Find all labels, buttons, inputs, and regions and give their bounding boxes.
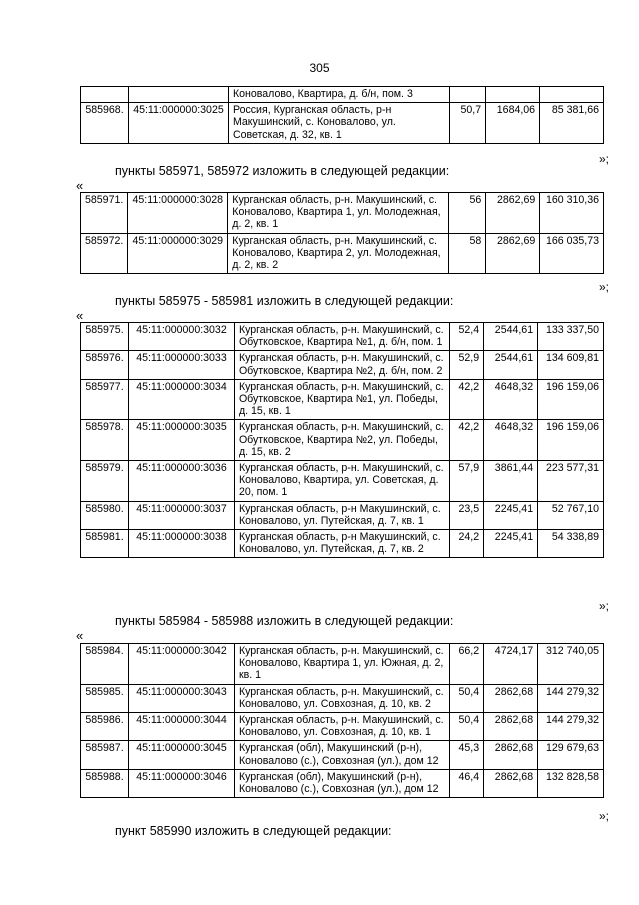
area-cell: 50,4 bbox=[450, 684, 484, 712]
row-number-cell: 585968. bbox=[81, 103, 129, 144]
instruction-text: пункт 585990 изложить в следующей редакции: bbox=[115, 824, 392, 838]
cadastral-value-cell: 144 279,32 bbox=[538, 713, 604, 741]
table-row bbox=[81, 741, 604, 769]
opening-quote: « bbox=[76, 178, 84, 193]
row-number-cell: 585975. bbox=[81, 323, 129, 351]
row-number-cell bbox=[81, 87, 129, 103]
cadastral-value-cell: 134 609,81 bbox=[538, 351, 604, 379]
area-cell: 24,2 bbox=[450, 530, 484, 558]
closing-quote: »; bbox=[599, 809, 610, 823]
row-number-cell: 585985. bbox=[81, 684, 129, 712]
cadastral-value-cell: 54 338,89 bbox=[538, 530, 604, 558]
area-cell bbox=[450, 87, 486, 103]
cadastral-number-cell: 45:11:000000:3045 bbox=[128, 741, 234, 769]
row-number-cell: 585980. bbox=[81, 501, 129, 529]
rate-cell: 4648,32 bbox=[484, 379, 538, 420]
area-cell: 42,2 bbox=[450, 379, 484, 420]
table-row bbox=[81, 644, 604, 685]
area-cell: 50,4 bbox=[450, 713, 484, 741]
area-cell: 52,9 bbox=[450, 351, 484, 379]
cadastral-value-cell: 196 159,06 bbox=[538, 379, 604, 420]
row-number-cell: 585981. bbox=[81, 530, 129, 558]
rate-cell: 4648,32 bbox=[484, 420, 538, 461]
rate-cell: 2862,68 bbox=[484, 741, 538, 769]
area-cell: 42,2 bbox=[450, 420, 484, 461]
table-row bbox=[81, 351, 604, 379]
cadastral-number-cell: 45:11:000000:3046 bbox=[128, 769, 234, 797]
cadastral-value-cell: 144 279,32 bbox=[538, 684, 604, 712]
row-number-cell: 585979. bbox=[81, 461, 129, 502]
address-cell: Курганская область, р-н. Макушинский, с. Обутковское, Квартира №2, ул. Победы, д. 15, кв. 2 bbox=[234, 420, 449, 461]
cadastral-value-cell: 160 310,36 bbox=[540, 193, 604, 234]
area-cell: 58 bbox=[448, 233, 486, 274]
cadastral-value-cell: 132 828,58 bbox=[538, 769, 604, 797]
rate-cell: 2245,41 bbox=[484, 501, 538, 529]
cadastral-number-cell: 45:11:000000:3035 bbox=[128, 420, 234, 461]
address-cell: Курганская область, р-н. Макушинский, с. Обутковское, Квартира №1, ул. Победы, д. 15, кв. 1 bbox=[234, 379, 449, 420]
address-cell: Курганская область, р-н. Макушинский, с. Коновалово, Квартира 1, ул. Южная, д. 2, кв. 1 bbox=[234, 644, 449, 685]
row-number-cell: 585978. bbox=[81, 420, 129, 461]
instruction-text: пункты 585971, 585972 изложить в следующей редакции: bbox=[115, 164, 450, 178]
cadastral-number-cell: 45:11:000000:3032 bbox=[128, 323, 234, 351]
row-number-cell: 585972. bbox=[81, 233, 128, 274]
row-number-cell: 585977. bbox=[81, 379, 129, 420]
area-cell: 57,9 bbox=[450, 461, 484, 502]
cadastral-value-cell: 166 035,73 bbox=[540, 233, 604, 274]
cadastral-value-cell: 129 679,63 bbox=[538, 741, 604, 769]
table-row bbox=[81, 233, 604, 274]
address-cell: Курганская область, р-н. Макушинский, с. Обутковское, Квартира №2, д. б/н, пом. 2 bbox=[234, 351, 449, 379]
area-cell: 46,4 bbox=[450, 769, 484, 797]
address-cell: Курганская (обл), Макушинский (р-н), Коновалово (с.), Совхозная (ул.), дом 12 bbox=[234, 741, 449, 769]
rate-cell bbox=[486, 87, 540, 103]
row-number-cell: 585984. bbox=[81, 644, 129, 685]
table-row bbox=[81, 713, 604, 741]
rate-cell: 2862,69 bbox=[486, 193, 540, 234]
cadastral-number-cell: 45:11:000000:3025 bbox=[128, 103, 228, 144]
rate-cell: 2862,68 bbox=[484, 769, 538, 797]
cadastral-value-cell: 312 740,05 bbox=[538, 644, 604, 685]
cadastral-number-cell: 45:11:000000:3029 bbox=[128, 233, 228, 274]
rate-cell: 2862,69 bbox=[486, 233, 540, 274]
cadastral-value-cell bbox=[540, 87, 604, 103]
address-cell: Россия, Курганская область, р-н Макушинский, с. Коновалово, ул. Советская, д. 32, кв. 1 bbox=[228, 103, 449, 144]
property-table-4 bbox=[80, 643, 604, 798]
area-cell: 50,7 bbox=[450, 103, 486, 144]
instruction-text: пункты 585975 - 585981 изложить в следующей редакции: bbox=[115, 294, 454, 308]
cadastral-number-cell: 45:11:000000:3028 bbox=[128, 193, 228, 234]
closing-quote: »; bbox=[599, 599, 610, 613]
cadastral-number-cell: 45:11:000000:3037 bbox=[128, 501, 234, 529]
rate-cell: 2544,61 bbox=[484, 323, 538, 351]
cadastral-number-cell: 45:11:000000:3043 bbox=[128, 684, 234, 712]
cadastral-number-cell: 45:11:000000:3044 bbox=[128, 713, 234, 741]
cadastral-number-cell: 45:11:000000:3042 bbox=[128, 644, 234, 685]
table-row bbox=[81, 501, 604, 529]
area-cell: 45,3 bbox=[450, 741, 484, 769]
area-cell: 23,5 bbox=[450, 501, 484, 529]
address-cell: Курганская область, р-н. Макушинский, с. Коновалово, Квартира 2, ул. Молодежная, д. 2, кв. 2 bbox=[228, 233, 448, 274]
row-number-cell: 585988. bbox=[81, 769, 129, 797]
rate-cell: 2862,68 bbox=[484, 713, 538, 741]
cadastral-value-cell: 85 381,66 bbox=[540, 103, 604, 144]
area-cell: 52,4 bbox=[450, 323, 484, 351]
cadastral-number-cell: 45:11:000000:3036 bbox=[128, 461, 234, 502]
cadastral-number-cell: 45:11:000000:3034 bbox=[128, 379, 234, 420]
table-row bbox=[81, 461, 604, 502]
table-row bbox=[81, 420, 604, 461]
address-cell: Курганская область, р-н Макушинский, с. Коновалово, ул. Путейская, д. 7, кв. 2 bbox=[234, 530, 449, 558]
address-cell: Курганская область, р-н. Макушинский, с. Коновалово, Квартира, ул. Советская, д. 20, пом. 1 bbox=[234, 461, 449, 502]
address-cell: Курганская область, р-н. Макушинский, с. Коновалово, ул. Совхозная, д. 10, кв. 1 bbox=[234, 713, 449, 741]
table-row bbox=[81, 323, 604, 351]
row-number-cell: 585971. bbox=[81, 193, 128, 234]
row-number-cell: 585987. bbox=[81, 741, 129, 769]
table-row bbox=[81, 193, 604, 234]
row-number-cell: 585986. bbox=[81, 713, 129, 741]
cadastral-number-cell: 45:11:000000:3038 bbox=[128, 530, 234, 558]
rate-cell: 4724,17 bbox=[484, 644, 538, 685]
cadastral-value-cell: 52 767,10 bbox=[538, 501, 604, 529]
rate-cell: 3861,44 bbox=[484, 461, 538, 502]
address-cell: Курганская область, р-н. Макушинский, с. Обутковское, Квартира №1, д. б/н, пом. 1 bbox=[234, 323, 449, 351]
property-table-2 bbox=[80, 192, 604, 274]
closing-quote: »; bbox=[599, 152, 610, 166]
property-table-3 bbox=[80, 322, 604, 558]
opening-quote: « bbox=[76, 308, 84, 323]
cadastral-number-cell bbox=[128, 87, 228, 103]
cadastral-value-cell: 133 337,50 bbox=[538, 323, 604, 351]
table-row bbox=[81, 87, 604, 103]
rate-cell: 2862,68 bbox=[484, 684, 538, 712]
table-row bbox=[81, 769, 604, 797]
table-row bbox=[81, 103, 604, 144]
opening-quote: « bbox=[76, 628, 84, 643]
area-cell: 66,2 bbox=[450, 644, 484, 685]
table-row bbox=[81, 379, 604, 420]
table-row bbox=[81, 684, 604, 712]
address-cell: Курганская область, р-н. Макушинский, с. Коновалово, Квартира 1, ул. Молодежная, д. 2, кв. 1 bbox=[228, 193, 448, 234]
closing-quote: »; bbox=[599, 280, 610, 294]
address-cell: Коновалово, Квартира, д. б/н, пом. 3 bbox=[228, 87, 449, 103]
property-table-1 bbox=[80, 86, 604, 144]
cadastral-value-cell: 223 577,31 bbox=[538, 461, 604, 502]
cadastral-number-cell: 45:11:000000:3033 bbox=[128, 351, 234, 379]
address-cell: Курганская (обл), Макушинский (р-н), Коновалово (с.), Совхозная (ул.), дом 12 bbox=[234, 769, 449, 797]
area-cell: 56 bbox=[448, 193, 486, 234]
rate-cell: 2245,41 bbox=[484, 530, 538, 558]
table-row bbox=[81, 530, 604, 558]
address-cell: Курганская область, р-н Макушинский, с. Коновалово, ул. Путейская, д. 7, кв. 1 bbox=[234, 501, 449, 529]
instruction-text: пункты 585984 - 585988 изложить в следующей редакции: bbox=[115, 614, 454, 628]
address-cell: Курганская область, р-н. Макушинский, с. Коновалово, ул. Совхозная, д. 10, кв. 2 bbox=[234, 684, 449, 712]
cadastral-value-cell: 196 159,06 bbox=[538, 420, 604, 461]
page-number: 305 bbox=[309, 61, 330, 75]
rate-cell: 1684,06 bbox=[486, 103, 540, 144]
rate-cell: 2544,61 bbox=[484, 351, 538, 379]
row-number-cell: 585976. bbox=[81, 351, 129, 379]
